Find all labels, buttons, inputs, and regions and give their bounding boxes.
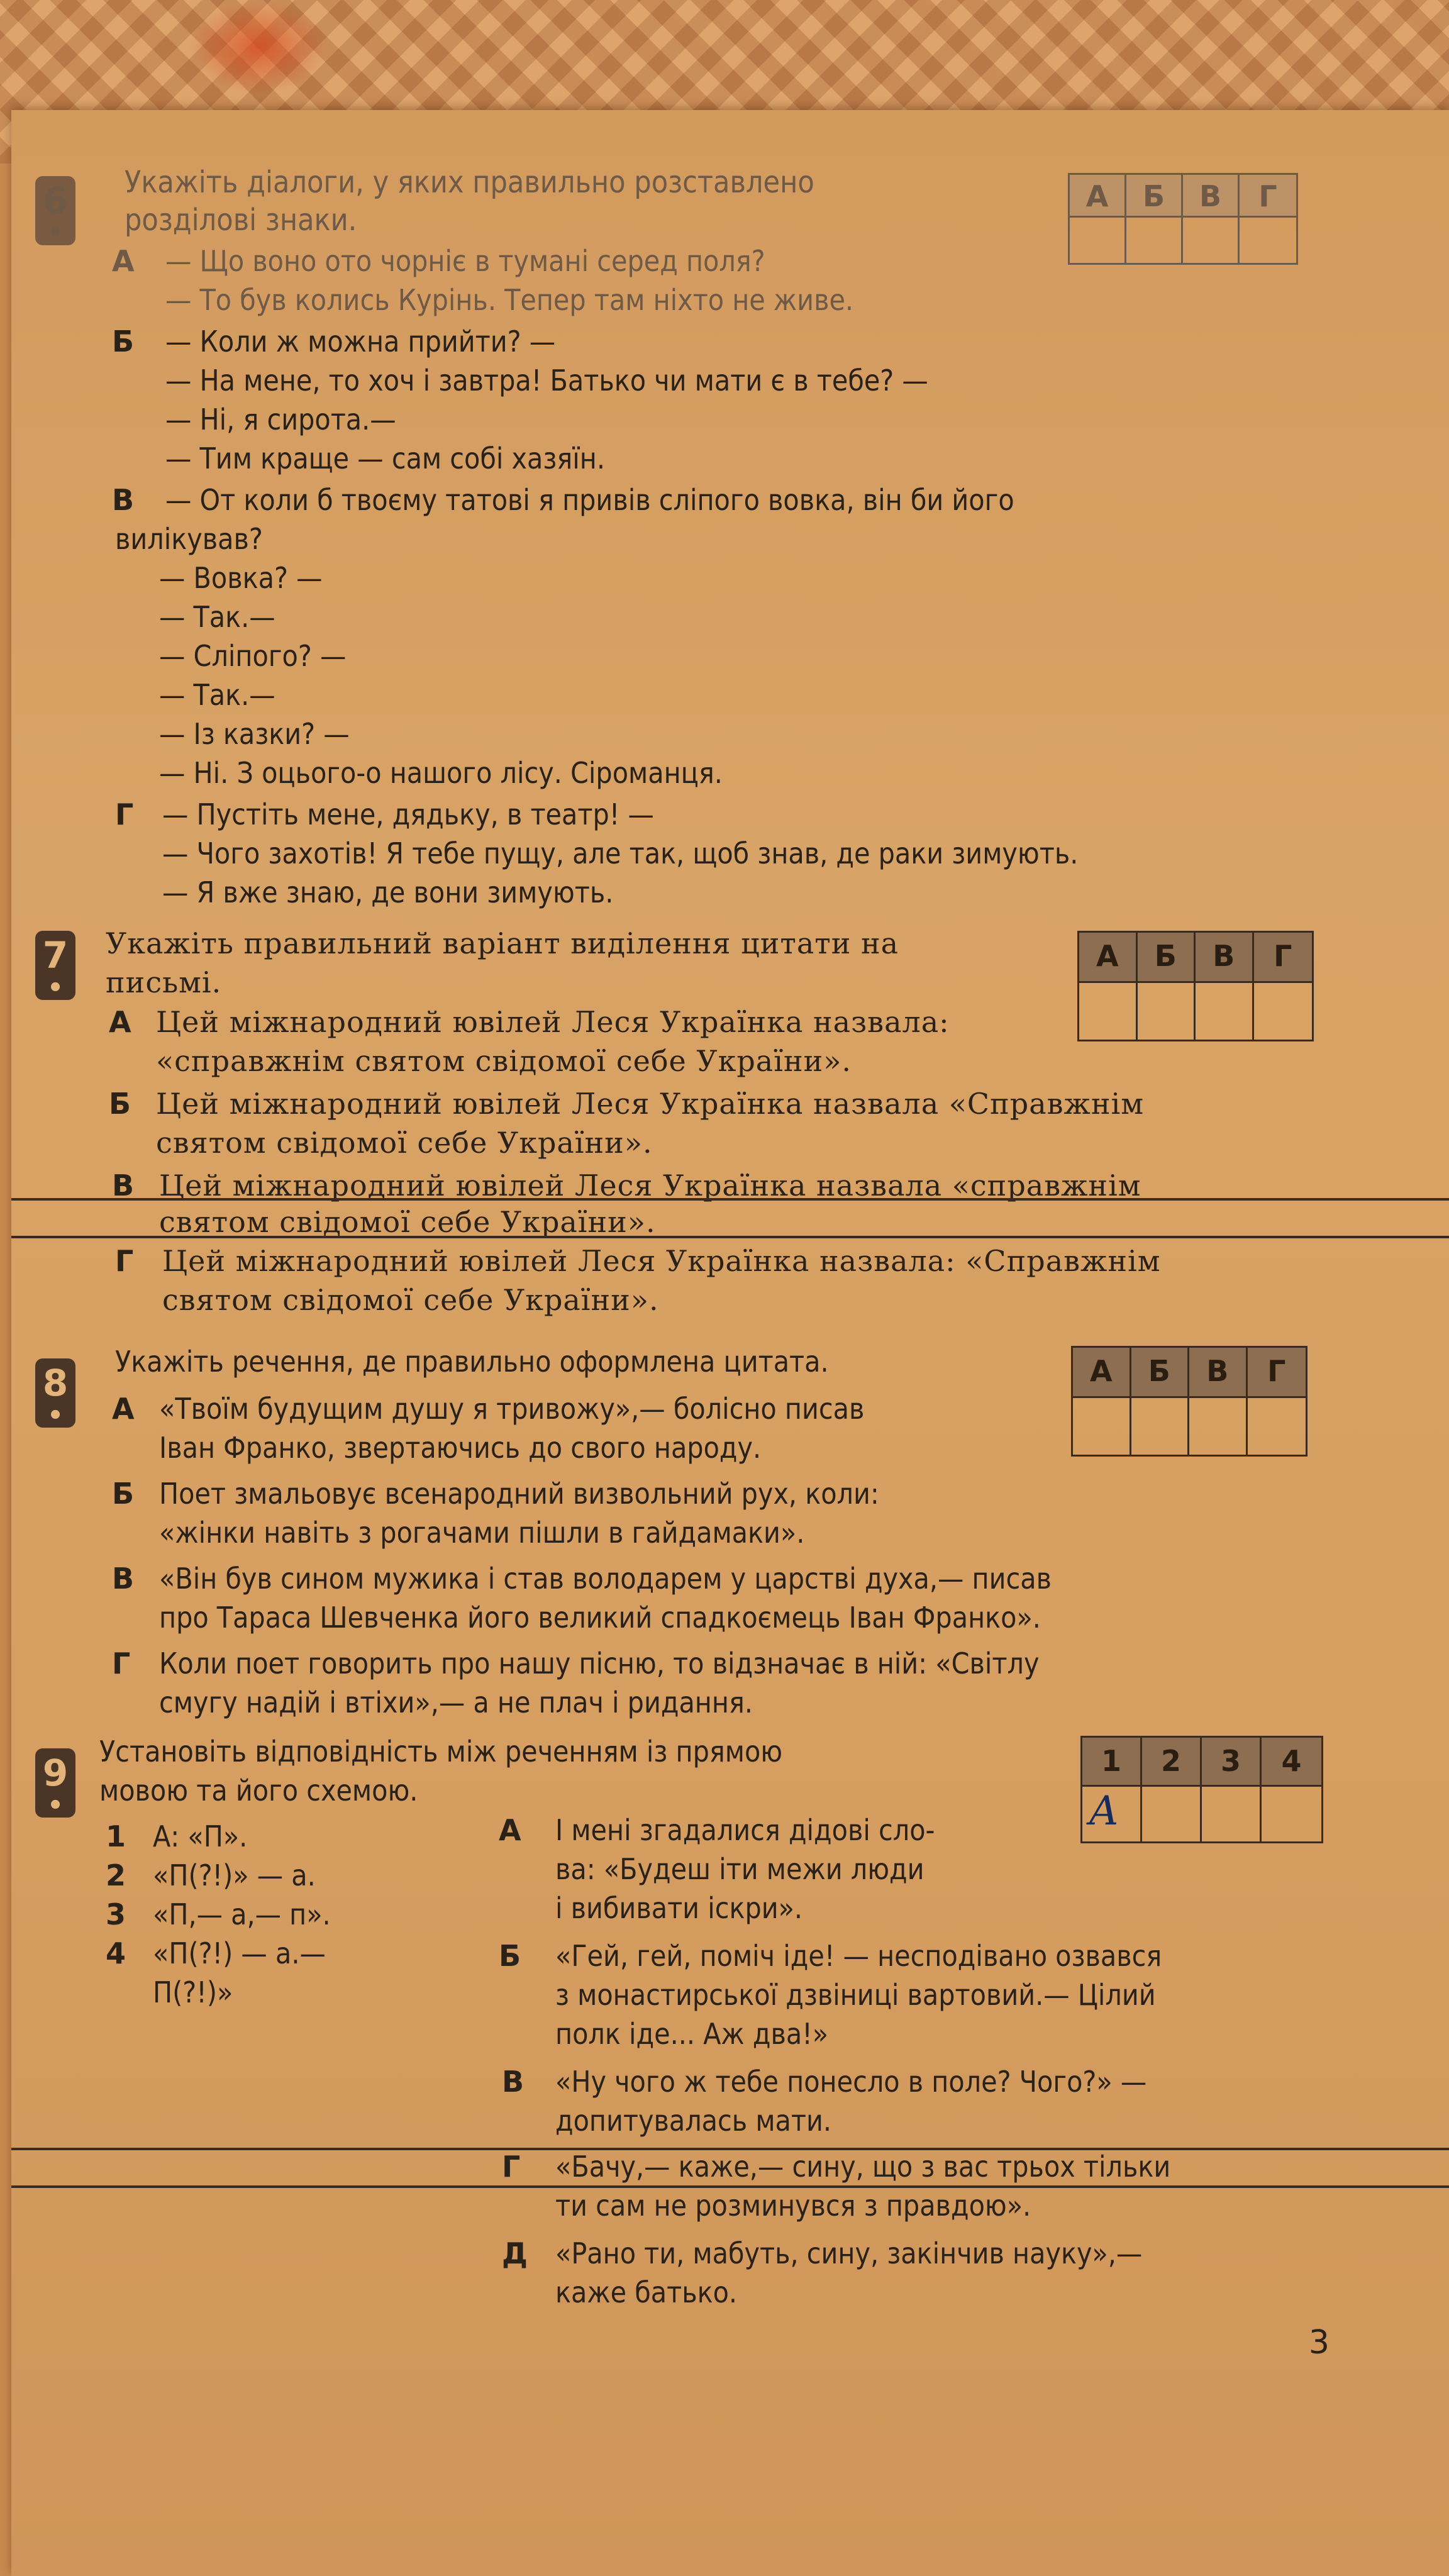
option-line: — Так.— — [159, 678, 275, 712]
option-letter: Г — [115, 1244, 134, 1278]
option-line: І мені згадалися дідові сло- — [555, 1813, 935, 1847]
option-line: — Вовка? — — [159, 561, 323, 595]
scheme-text: А: «П». — [153, 1819, 248, 1853]
question-number-badge: 7 • — [35, 931, 75, 1000]
grid-header: 2 — [1142, 1738, 1202, 1787]
grid-header: В — [1189, 1348, 1248, 1398]
grid-header: Б — [1131, 1348, 1190, 1398]
handwritten-answer: А — [1089, 1788, 1119, 1835]
scheme-number: 1 — [106, 1819, 126, 1853]
option-line: полк іде... Аж два!» — [555, 2017, 829, 2051]
option-line: святом свідомої себе України». — [156, 1126, 653, 1160]
grid-header: Г — [1254, 933, 1313, 983]
option-line: — Сліпого? — — [159, 639, 347, 673]
option-line: Цей міжнародний ювілей Леся Українка назвала: — [156, 1005, 950, 1039]
question-stem: Укажіть речення, де правильно оформлена цитата. — [115, 1345, 829, 1379]
grid-header: А — [1070, 175, 1126, 218]
answer-cell[interactable] — [1196, 983, 1254, 1040]
option-letter: А — [109, 1005, 131, 1039]
option-line: Іван Франко, звертаючись до свого народу. — [159, 1431, 762, 1465]
option-line: каже батько. — [555, 2275, 738, 2309]
option-line: — То був колись Курінь. Тепер там ніхто не живе. — [165, 283, 854, 317]
question-stem: Установіть відповідність між реченням із прямою — [99, 1735, 783, 1768]
option-line: ва: «Будеш іти межи люди — [555, 1852, 924, 1886]
grid-header: Г — [1240, 175, 1296, 218]
answer-grid — [1068, 173, 1298, 265]
option-line: Цей міжнародний ювілей Леся Українка назвала «справжнім — [159, 1169, 1141, 1202]
grid-header: А — [1079, 933, 1138, 983]
option-line: Цей міжнародний ювілей Леся Українка назвала: «Справжнім — [162, 1244, 1161, 1278]
option-line: — Тим краще — сам собі хазяїн. — [165, 441, 605, 475]
question-number-badge: 8 • — [35, 1358, 75, 1428]
answer-cell[interactable] — [1248, 1398, 1306, 1455]
scheme-text: «П(?!)» — а. — [153, 1858, 316, 1892]
answer-cell[interactable] — [1262, 1787, 1321, 1841]
option-letter: В — [112, 1169, 135, 1202]
question-stem: Укажіть діалоги, у яких правильно розставлено — [125, 165, 814, 200]
scheme-text: П(?!)» — [153, 1975, 233, 2009]
option-letter: Б — [109, 1087, 131, 1121]
question-stem: розділові знаки. — [125, 203, 357, 238]
option-line: Коли поет говорить про нашу пісню, то відзначає в ній: «Світлу — [159, 1646, 1040, 1680]
option-line: — На мене, то хоч і завтра! Батько чи мати є в тебе? — — [165, 364, 928, 397]
option-letter: А — [112, 1392, 135, 1426]
scheme-number: 2 — [106, 1858, 126, 1892]
answer-cell[interactable] — [1254, 983, 1313, 1040]
grid-header: В — [1183, 175, 1240, 218]
grid-header: 4 — [1262, 1738, 1321, 1787]
grid-header: Г — [1248, 1348, 1306, 1398]
option-line: — Ні, я сирота.— — [165, 402, 396, 436]
grid-header: Б — [1126, 175, 1183, 218]
answer-grid — [1071, 1346, 1307, 1457]
option-line: — Коли ж можна прийти? — — [165, 325, 556, 358]
option-letter: Г — [115, 797, 134, 831]
option-line: — Пустіть мене, дядьку, в театр! — — [162, 797, 654, 831]
option-line: з монастирської дзвіниці вартовий.— Цілий — [555, 1978, 1156, 2012]
scheme-number: 4 — [106, 1936, 126, 1970]
answer-cell[interactable] — [1131, 1398, 1190, 1455]
question-stem: Укажіть правильний варіант виділення цитати на — [106, 926, 899, 960]
option-line: смугу надій і втіхи»,— а не плач і ридання. — [159, 1685, 753, 1719]
answer-cell[interactable] — [1240, 218, 1296, 263]
option-line: «Він був сином мужика і став володарем у царстві духа,— писав — [159, 1562, 1052, 1596]
option-line: «Бачу,— каже,— сину, що з вас трьох тільки — [555, 2150, 1171, 2184]
option-letter: В — [502, 2065, 525, 2099]
grid-header: В — [1196, 933, 1254, 983]
answer-cell[interactable] — [1183, 218, 1240, 263]
option-line: — Ні. З оцього-о нашого лісу. Сіроманця. — [159, 756, 723, 790]
question-number-badge: 9 • — [35, 1748, 75, 1818]
option-line: ти сам не розминувся з правдою». — [555, 2189, 1031, 2223]
option-line: «Рано ти, мабуть, сину, закінчив науку»,— — [555, 2236, 1143, 2270]
answer-cell[interactable] — [1082, 1787, 1142, 1841]
option-line: «Ну чого ж тебе понесло в поле? Чого?» — — [555, 2065, 1147, 2099]
question-number: 8 — [42, 1362, 69, 1404]
scheme-number: 3 — [106, 1897, 126, 1931]
scheme-text: «П(?!) — а.— — [153, 1936, 326, 1970]
answer-cell[interactable] — [1070, 218, 1126, 263]
cut-line — [11, 1236, 1449, 1238]
option-letter: В — [112, 483, 135, 517]
option-letter: Б — [112, 1477, 135, 1511]
option-letter: Г — [112, 1646, 131, 1680]
answer-cell[interactable] — [1142, 1787, 1202, 1841]
option-line: — Що воно ото чорніє в тумані серед поля? — [165, 244, 765, 278]
page-number: 3 — [1308, 2324, 1330, 2362]
option-letter: Б — [112, 325, 135, 358]
option-line: — Чого захотів! Я тебе пущу, але так, щоб знав, де раки зимують. — [162, 836, 1079, 870]
option-letter: Д — [502, 2236, 528, 2270]
option-line: святом свідомої себе України». — [159, 1205, 656, 1239]
grid-header: Б — [1138, 933, 1196, 983]
question-number: 9 — [42, 1752, 69, 1794]
answer-grid — [1077, 931, 1314, 1041]
question-number: 6 — [42, 179, 69, 222]
answer-grid — [1080, 1736, 1323, 1843]
option-line: — От коли б твоєму татові я привів сліпого вовка, він би його — [165, 483, 1014, 517]
grid-header: А — [1073, 1348, 1131, 1398]
option-line: і вибивати іскри». — [555, 1891, 803, 1925]
option-line: «жінки навіть з рогачами пішли в гайдамаки». — [159, 1516, 805, 1550]
option-line: Поет змальовує всенародний визвольний рух, коли: — [159, 1477, 879, 1511]
answer-cell[interactable] — [1202, 1787, 1262, 1841]
option-line: «справжнім святом свідомої себе України». — [156, 1044, 852, 1078]
option-letter: А — [112, 244, 135, 278]
cut-line — [11, 1198, 1449, 1201]
tablecloth-pattern — [189, 0, 327, 94]
option-line: «Твоїм будущим душу я тривожу»,— болісно писав — [159, 1392, 865, 1426]
option-line: вилікував? — [115, 522, 263, 556]
scheme-text: «П,— а,— п». — [153, 1897, 331, 1931]
answer-cell[interactable] — [1079, 983, 1138, 1040]
workbook-page — [11, 110, 1449, 2576]
question-number-badge: 6 • — [35, 176, 75, 245]
option-letter: Г — [502, 2150, 521, 2184]
option-letter: В — [112, 1562, 135, 1596]
question-number: 7 — [42, 934, 69, 977]
option-line: Цей міжнародний ювілей Леся Українка назвала «Справжнім — [156, 1087, 1145, 1121]
question-stem: письмі. — [106, 965, 222, 999]
grid-header: 1 — [1082, 1738, 1142, 1787]
option-letter: А — [499, 1813, 521, 1847]
option-line: — Так.— — [159, 600, 275, 634]
option-line: — Я вже знаю, де вони зимують. — [162, 875, 614, 909]
option-line: «Гей, гей, поміч іде! — несподівано озвався — [555, 1939, 1162, 1973]
option-line: — Із казки? — — [159, 717, 350, 751]
answer-cell[interactable] — [1073, 1398, 1131, 1455]
option-line: про Тараса Шевченка його великий спадкоємець Іван Франко». — [159, 1601, 1041, 1635]
grid-header: 3 — [1202, 1738, 1262, 1787]
answer-cell[interactable] — [1126, 218, 1183, 263]
option-line: допитувалась мати. — [555, 2104, 832, 2138]
option-line: святом свідомої себе України». — [162, 1283, 659, 1317]
question-stem: мовою та його схемою. — [99, 1774, 418, 1807]
answer-cell[interactable] — [1138, 983, 1196, 1040]
option-letter: Б — [499, 1939, 521, 1973]
answer-cell[interactable] — [1189, 1398, 1248, 1455]
